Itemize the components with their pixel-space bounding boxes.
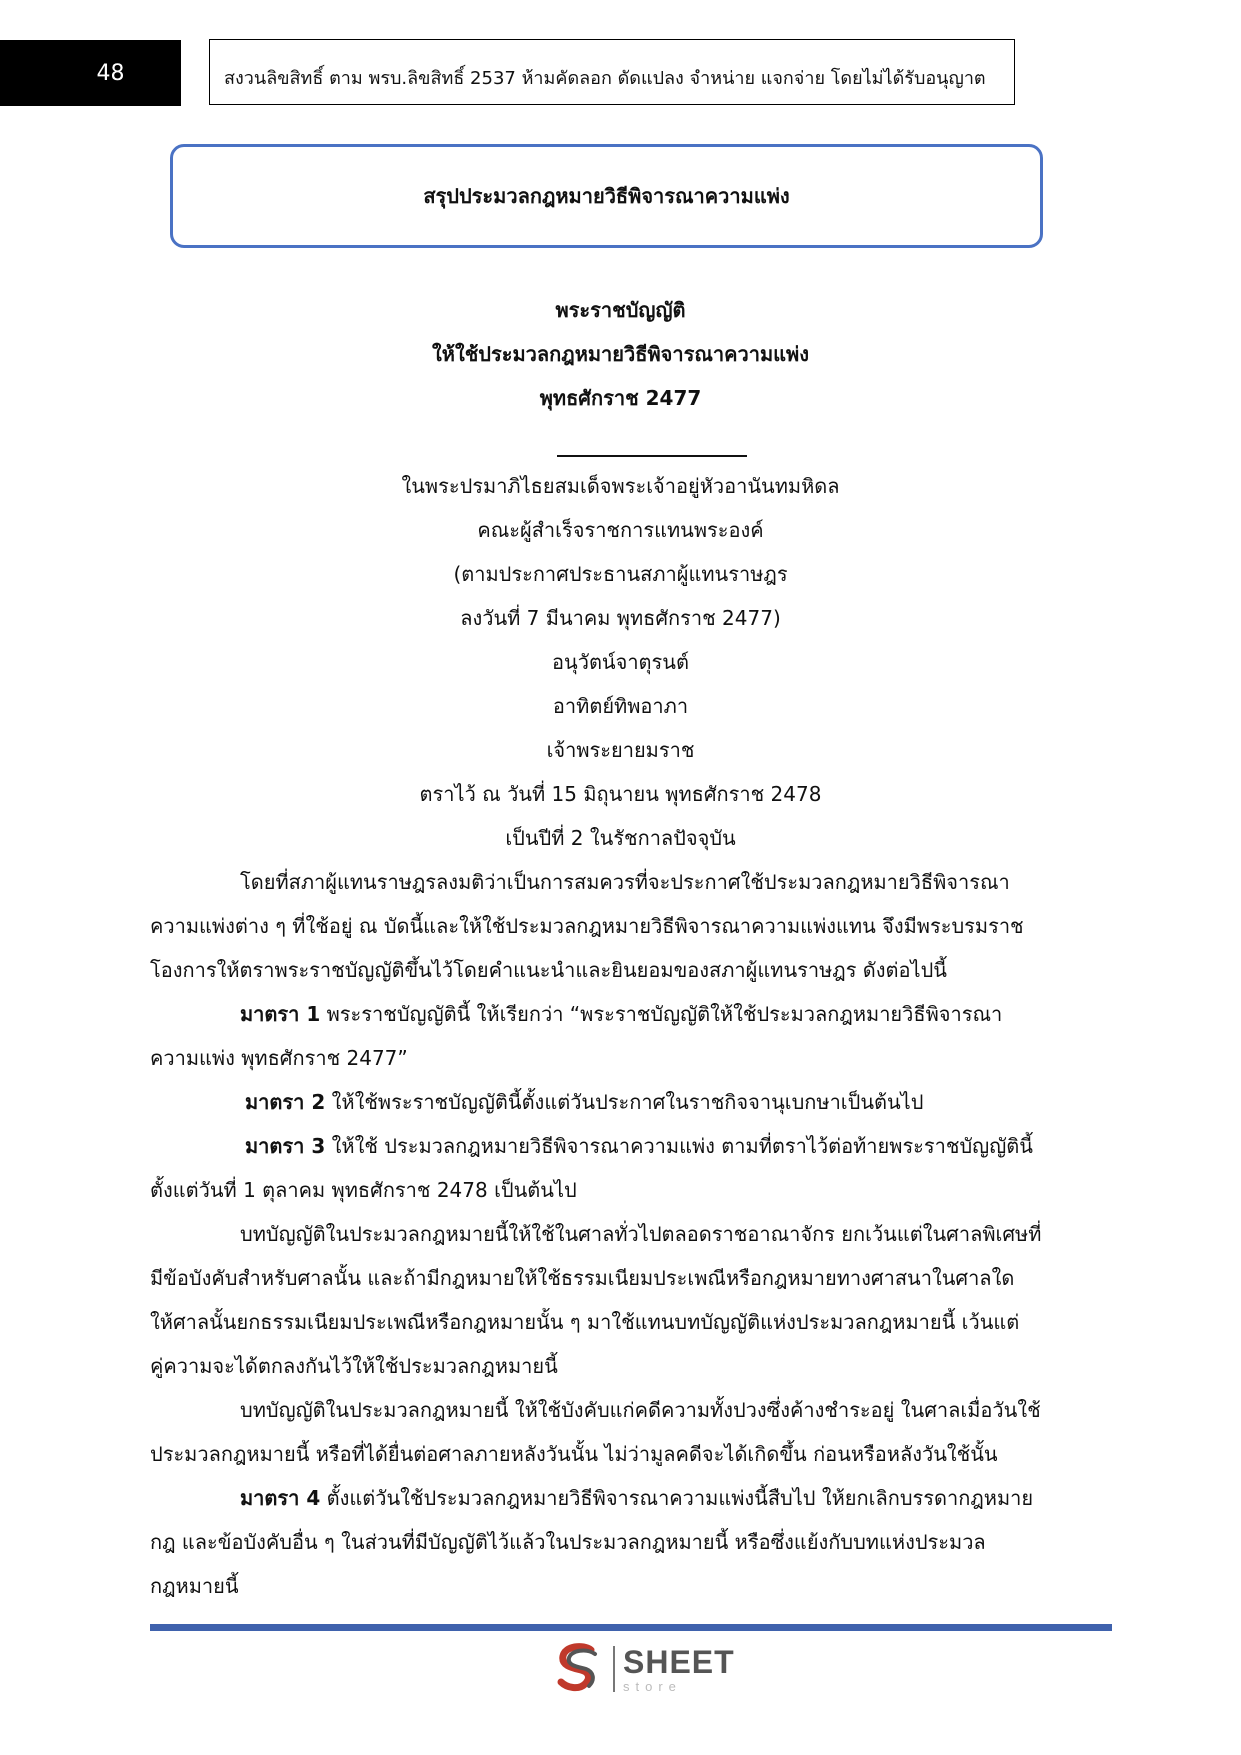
intro-paragraph-line: โองการให้ตราพระราชบัญญัติขึ้นไว้โดยคำแนะนำและยินยอมของสภาผู้แทนราษฎร ดังต่อไปนี้ bbox=[150, 958, 947, 982]
logo-separator bbox=[613, 1646, 615, 1692]
paragraph-1-line: บทบัญญัติในประมวลกฎหมายนี้ให้ใช้ในศาลทั่วไปตลอดราชอาณาจักร ยกเว้นแต่ในศาลพิเศษที่ bbox=[240, 1222, 1042, 1246]
section-4-line: กฎ และข้อบังคับอื่น ๆ ในส่วนที่มีบัญญัติไว้แล้วในประมวลกฎหมายนี้ หรือซึ่งแย้งกับบทแห่งประมวล bbox=[150, 1530, 986, 1554]
preamble-line: ตราไว้ ณ วันที่ 15 มิถุนายน พุทธศักราช 2478 bbox=[419, 782, 822, 806]
preamble-line: อนุวัตน์จาตุรนต์ bbox=[552, 650, 689, 674]
section-3-line bbox=[150, 1130, 1062, 1162]
copyright-notice: สงวนลิขสิทธิ์ ตาม พรบ.ลิขสิทธิ์ 2537 ห้ามคัดลอก ดัดแปลง จำหน่าย แจกจ่าย โดยไม่ได้รับอนุญาต bbox=[209, 39, 1015, 105]
section-3-text: ให้ใช้ ประมวลกฎหมายวิธีพิจารณาความแพ่ง ตามที่ตราไว้ต่อท้ายพระราชบัญญัตินี้ bbox=[325, 1134, 1033, 1158]
intro-paragraph-line: โดยที่สภาผู้แทนราษฎรลงมติว่าเป็นการสมควรที่จะประกาศใช้ประมวลกฎหมายวิธีพิจารณา bbox=[240, 870, 1010, 894]
preamble-line: ในพระปรมาภิไธยสมเด็จพระเจ้าอยู่หัวอานันทมหิดล bbox=[401, 474, 840, 498]
act-heading-line-3: พุทธศักราช 2477 bbox=[539, 386, 702, 410]
section-4-label: มาตรา 4 bbox=[240, 1486, 321, 1510]
summary-title-box: สรุปประมวลกฎหมายวิธีพิจารณาความแพ่ง bbox=[170, 144, 1043, 248]
preamble-line: (ตามประกาศประธานสภาผู้แทนราษฎร bbox=[453, 562, 788, 586]
heading-divider bbox=[557, 455, 747, 457]
section-2-line bbox=[150, 1086, 1062, 1118]
paragraph-1-line: มีข้อบังคับสำหรับศาลนั้น และถ้ามีกฎหมายให้ใช้ธรรมเนียมประเพณีหรือกฎหมายทางศาสนาในศาลใด bbox=[150, 1266, 1015, 1290]
section-1-text: พระราชบัญญัตินี้ ให้เรียกว่า “พระราชบัญญัติให้ใช้ประมวลกฎหมายวิธีพิจารณา bbox=[320, 1002, 1003, 1026]
page-number: 48 bbox=[0, 40, 181, 106]
section-4-text: ตั้งแต่วันใช้ประมวลกฎหมายวิธีพิจารณาความแพ่งนี้สืบไป ให้ยกเลิกบรรดากฎหมาย bbox=[320, 1486, 1034, 1510]
section-2-text: ให้ใช้พระราชบัญญัตินี้ตั้งแต่วันประกาศในราชกิจจานุเบกษาเป็นต้นไป bbox=[325, 1090, 924, 1114]
sheet-store-logo bbox=[553, 1642, 735, 1696]
preamble-line: เป็นปีที่ 2 ในรัชกาลปัจจุบัน bbox=[505, 826, 736, 850]
section-1-line: ความแพ่ง พุทธศักราช 2477” bbox=[150, 1046, 408, 1070]
section-3-line: ตั้งแต่วันที่ 1 ตุลาคม พุทธศักราช 2478 เป็นต้นไป bbox=[150, 1178, 577, 1202]
paragraph-1-line: ให้ศาลนั้นยกธรรมเนียมประเพณีหรือกฎหมายนั้น ๆ มาใช้แทนบทบัญญัติแห่งประมวลกฎหมายนี้ เว้นแต่ bbox=[150, 1310, 1020, 1334]
intro-paragraph-line: ความแพ่งต่าง ๆ ที่ใช้อยู่ ณ บัดนี้และให้ใช้ประมวลกฎหมายวิธีพิจารณาความแพ่งแทน จึงมีพระบรมราช bbox=[150, 914, 1024, 938]
section-1-line bbox=[150, 998, 1062, 1030]
logo-s-icon bbox=[553, 1642, 603, 1696]
preamble-line: ลงวันที่ 7 มีนาคม พุทธศักราช 2477) bbox=[460, 606, 781, 630]
logo-text bbox=[623, 1643, 735, 1694]
paragraph-1-line: คู่ความจะได้ตกลงกันไว้ให้ใช้ประมวลกฎหมายนี้ bbox=[150, 1354, 558, 1378]
footer-divider bbox=[150, 1624, 1112, 1631]
preamble-line: คณะผู้สำเร็จราชการแทนพระองค์ bbox=[477, 518, 764, 542]
section-1-label: มาตรา 1 bbox=[240, 1002, 321, 1026]
preamble-line: เจ้าพระยายมราช bbox=[546, 738, 695, 762]
section-4-line bbox=[150, 1482, 1062, 1514]
section-4-line: กฎหมายนี้ bbox=[150, 1574, 239, 1598]
preamble-line: อาทิตย์ทิพอาภา bbox=[552, 694, 689, 718]
paragraph-2-line: บทบัญญัติในประมวลกฎหมายนี้ ให้ใช้บังคับแก่คดีความทั้งปวงซึ่งค้างชำระอยู่ ในศาลเมื่อวันใช้ bbox=[240, 1398, 1041, 1422]
logo-main-text: SHEET bbox=[623, 1643, 735, 1680]
logo-sub-text: store bbox=[623, 1678, 682, 1694]
section-3-label: มาตรา 3 bbox=[245, 1134, 326, 1158]
section-2-label: มาตรา 2 bbox=[245, 1090, 326, 1114]
paragraph-2-line: ประมวลกฎหมายนี้ หรือที่ได้ยื่นต่อศาลภายหลังวันนั้น ไม่ว่ามูลคดีจะได้เกิดขึ้น ก่อนหรือหลังวันใช้นั้น bbox=[150, 1442, 998, 1466]
act-heading-line-1: พระราชบัญญัติ bbox=[555, 298, 686, 322]
act-heading-line-2: ให้ใช้ประมวลกฎหมายวิธีพิจารณาความแพ่ง bbox=[432, 342, 809, 366]
